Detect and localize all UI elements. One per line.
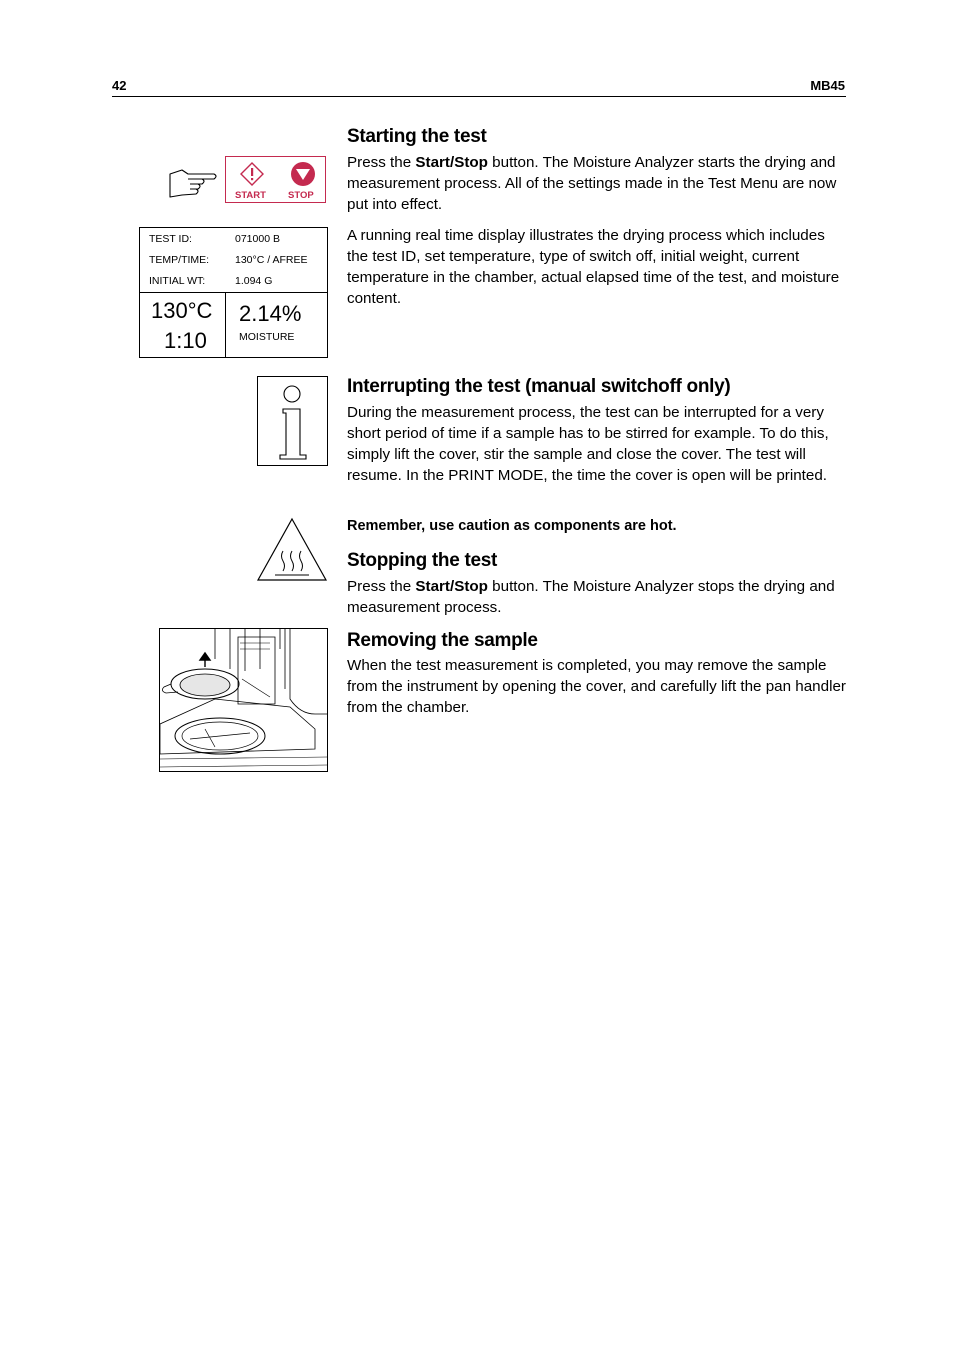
temp-time-label: TEMP/TIME: [149,254,210,266]
test-id-label: TEST ID: [149,233,192,245]
info-icon [258,377,327,465]
section-title-interrupting: Interrupting the test (manual switchoff only) [347,376,731,397]
start-icon[interactable] [239,161,265,187]
interrupting-paragraph: During the measurement process, the test can be interrupted for a very short period of time if a sample has to be stirred for example. To do this, simply lift the cover, stir the sample and close the cover. The test will resume. In the PRINT MODE, the time the cover is open will be printed. [347,404,829,484]
removing-paragraph: When the test measurement is completed, you may remove the sample from the instrument by opening the cover, and carefully lift the pan handler from the chamber. [347,657,846,716]
info-icon-box [257,376,328,466]
hot-surface-warning-icon [256,517,328,583]
moisture-readout: 2.14% [239,301,302,326]
test-id-value: 071000 B [235,233,280,245]
stopping-text-post: button. The Moisture Analyzer stops the drying and measurement process. [347,578,835,616]
page-number: 42 [112,78,127,93]
section-title-removing: Removing the sample [347,630,538,651]
display-divider [140,292,327,293]
stopping-paragraph [347,576,847,618]
time-readout: 1:10 [164,328,207,353]
initial-wt-label: INITIAL WT: [149,275,206,287]
warning-text: Remember, use caution as components are hot. [347,518,677,534]
instrument-illustration [159,628,328,772]
starting-text-post: button. The Moisture Analyzer starts the drying and measurement process. All of the settings made in the Test Menu are now put into effect. [347,154,837,213]
header-divider [112,96,846,97]
starting-paragraph-2: A running real time display illustrates the drying process which includes the test ID, set temperature, type of switch off, initial weight, current temperature in the chamber, actual elapsed time of the test, and moisture content. [347,227,840,307]
temp-time-value: 130°C / AFREE [235,254,308,266]
moisture-analyzer-drawing [160,629,327,771]
moisture-label: MOISTURE [239,331,295,343]
start-stop-term-2: Start/Stop [415,578,488,595]
stop-label: STOP [288,190,314,201]
start-stop-panel [225,156,326,203]
start-label: START [235,190,266,201]
pointing-hand-icon [168,164,224,204]
start-stop-term: Start/Stop [415,154,488,171]
stopping-text-pre: Press the [347,578,416,595]
model-name: MB45 [810,78,845,93]
temperature-readout: 130°C [151,298,213,323]
display-column-divider [225,292,226,358]
section-title-stopping: Stopping the test [347,550,498,571]
starting-text-pre: Press the [347,154,416,171]
section-title-starting: Starting the test [347,126,487,147]
initial-wt-value: 1.094 G [235,275,273,287]
starting-paragraph-1 [347,152,847,215]
test-display [139,227,328,358]
stop-icon[interactable] [289,160,317,188]
